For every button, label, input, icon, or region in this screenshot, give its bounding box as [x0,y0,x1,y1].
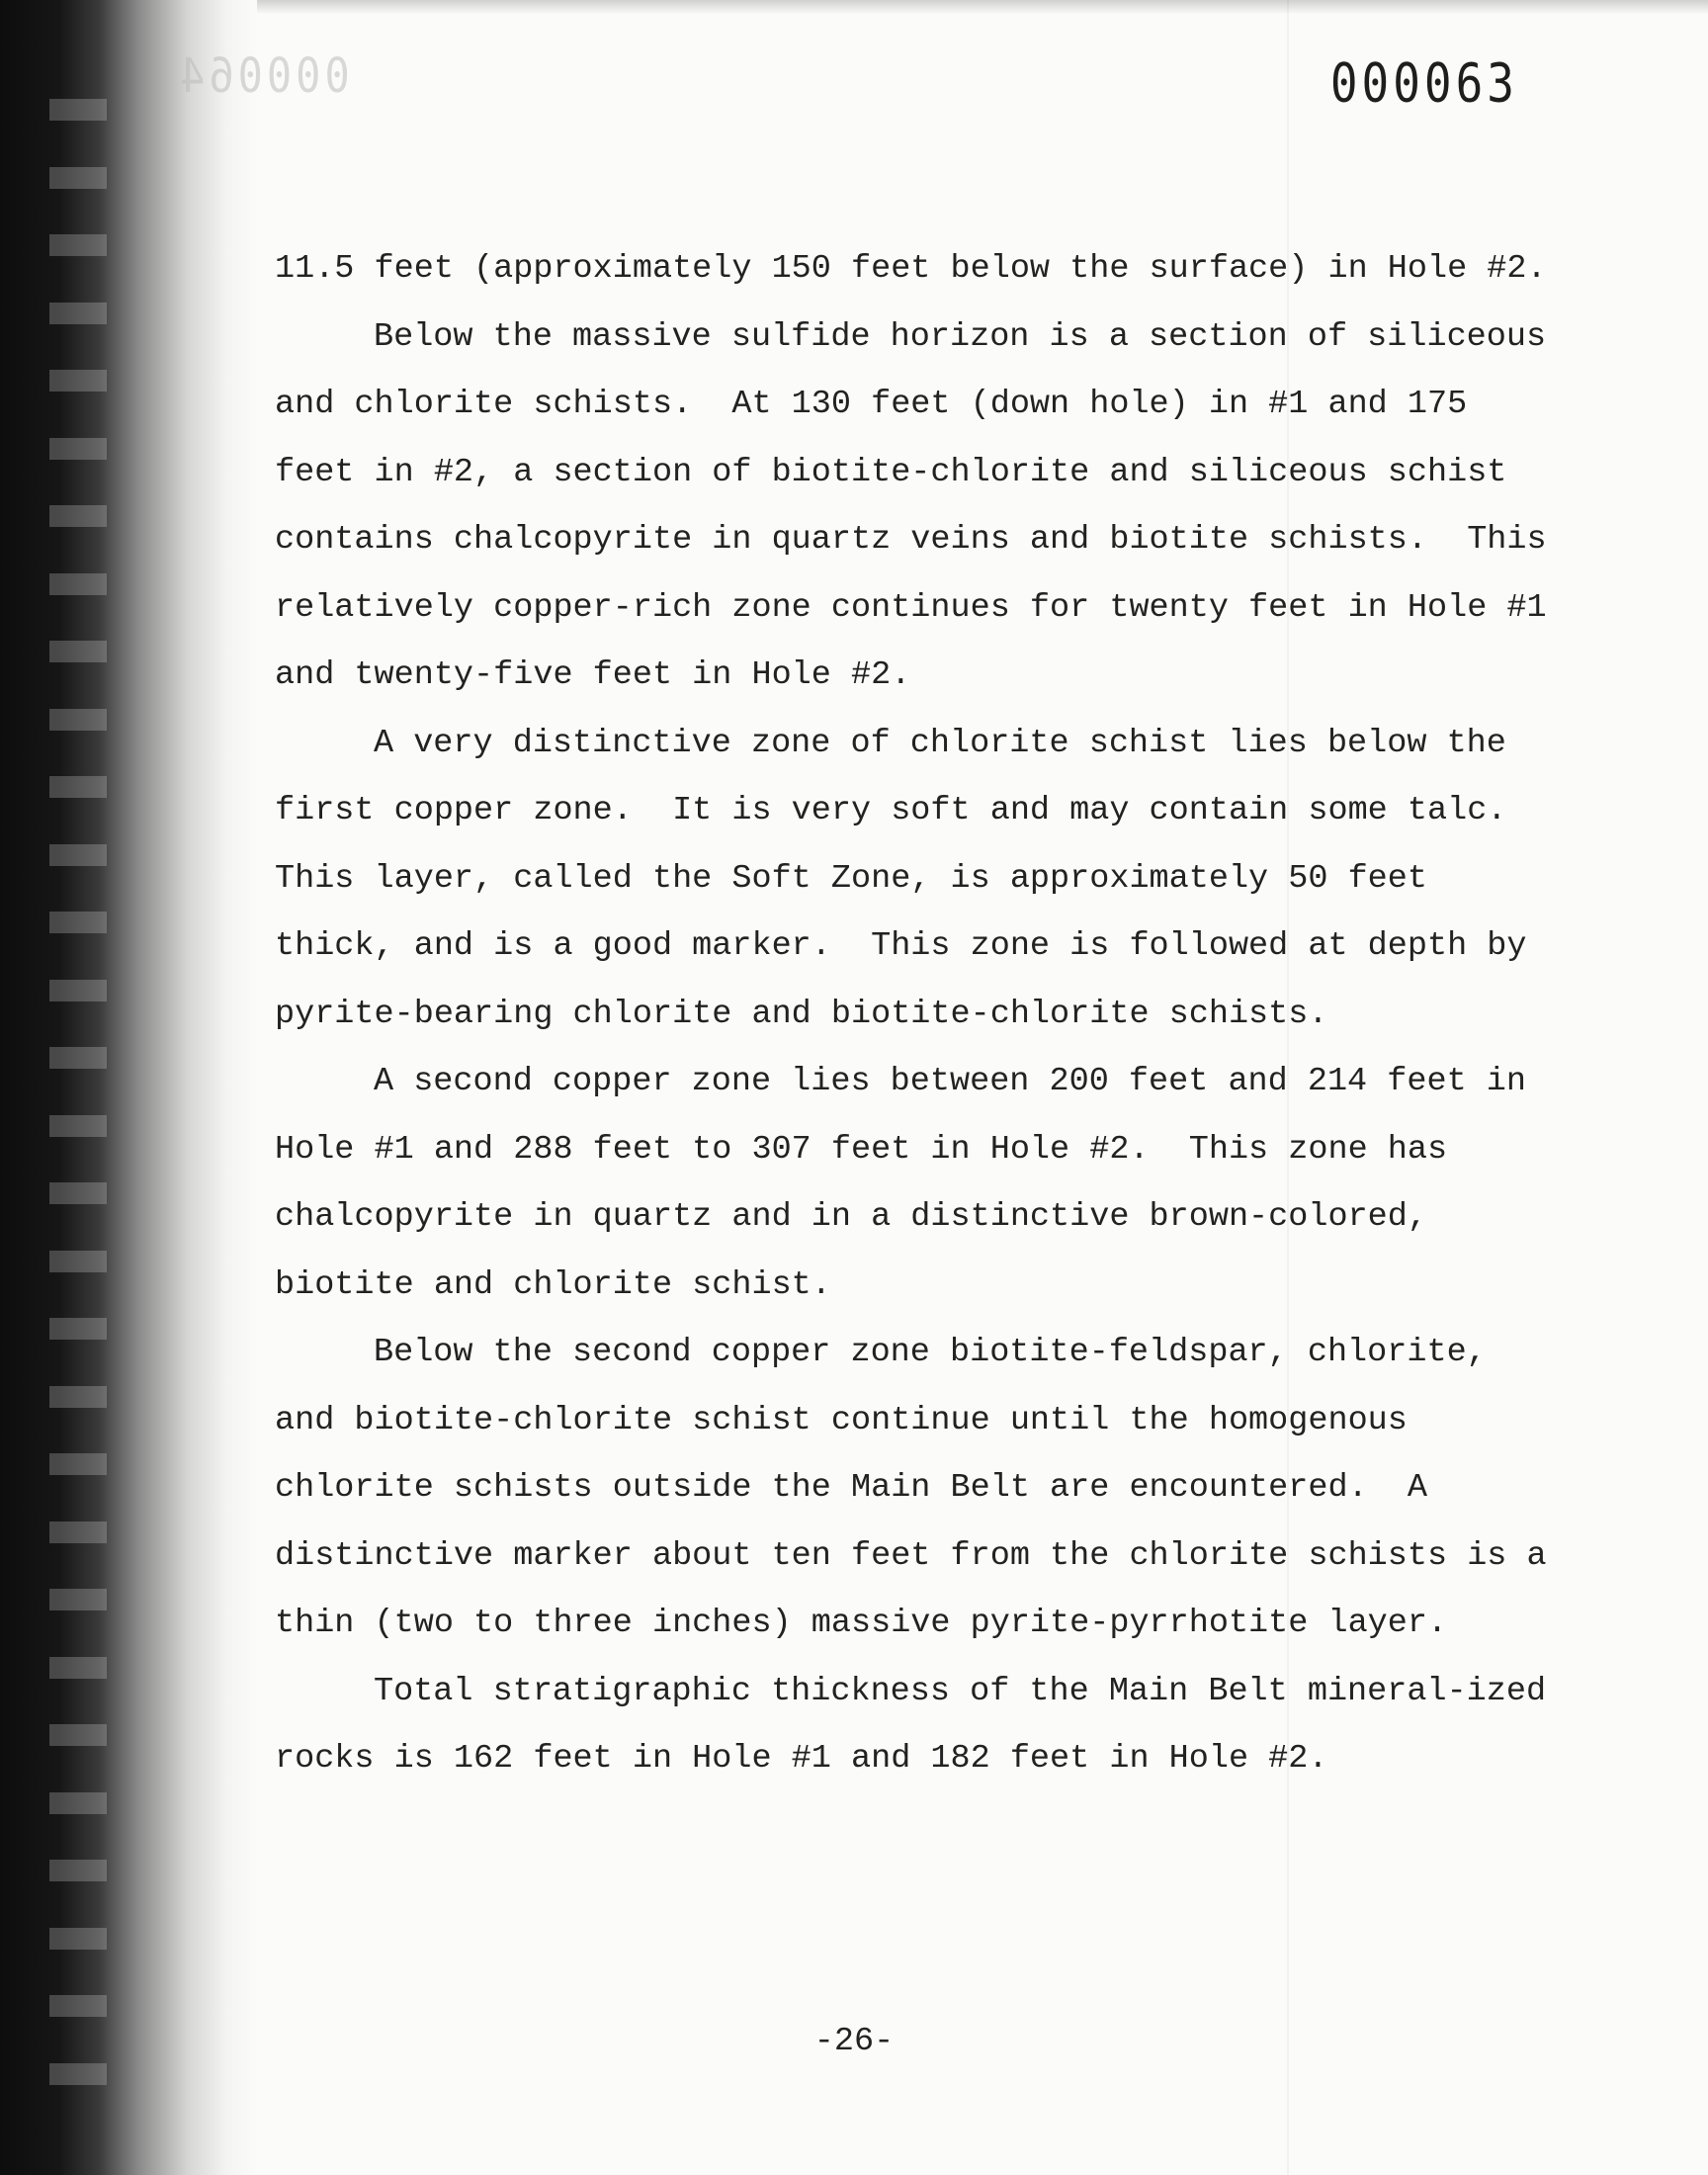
paragraph-6: Total stratigraphic thickness of the Main Belt mineral-ized rocks is 162 feet in Hole #1 and 182 feet in Hole #2. [275,1672,1567,1778]
binding-tooth [49,912,107,933]
binding-tooth [49,234,107,256]
binding-tooth [49,99,107,121]
binding-tooth [49,438,107,460]
binding-tooth [49,1792,107,1814]
binding-tooth [49,1589,107,1610]
binding-tooth [49,709,107,731]
binding-comb [49,99,109,2135]
binding-tooth [49,573,107,595]
binding-tooth [49,303,107,324]
binding-tooth [49,1860,107,1881]
binding-tooth [49,1657,107,1679]
paragraph-4: A second copper zone lies between 200 feet and 214 feet in Hole #1 and 288 feet to 307 feet in Hole #2. This zone has chalcopyrite in quartz and in a distinctive brown-colored, biotite and chlorite schist. [275,1063,1547,1304]
binding-tooth [49,1724,107,1746]
binding-tooth [49,1251,107,1272]
binding-tooth [49,1115,107,1137]
binding-tooth [49,1318,107,1340]
paragraph-2: Below the massive sulfide horizon is a section of siliceous and chlorite schists. At 130 feet (down hole) in #1 and 175 feet in #2, a section of biotite-chlorite and siliceous schist contains chalcopyrite in quartz veins and biotite schists. This relatively copper-rich zone continues for twenty feet in Hole #1 and twenty-five feet in Hole #2. [275,317,1567,694]
binding-tooth [49,1522,107,1543]
binding-tooth [49,641,107,662]
bleed-through-number: 000064 [176,47,350,104]
binding-tooth [49,167,107,189]
binding-tooth [49,1047,107,1069]
binding-tooth [49,1995,107,2017]
binding-tooth [49,1386,107,1408]
binding-tooth [49,370,107,392]
binding-tooth [49,505,107,527]
paragraph-1: 11.5 feet (approximately 150 feet below the surface) in Hole #2. [275,250,1547,288]
page-number: -26- [813,2023,895,2060]
document-number-stamp: 000063 [1329,51,1518,115]
binding-tooth [49,844,107,866]
binding-tooth [49,1453,107,1475]
paragraph-3: A very distinctive zone of chlorite schist lies below the first copper zone. It is very soft and may contain some talc. This layer, called the Soft Zone, is approximately 50 feet thick, and is a good marker. This zone is followed at depth by pyrite-bearing chlorite and biotite-chlorite schists. [275,724,1547,1033]
body-text [275,235,1567,1793]
paragraph-5: Below the second copper zone biotite-feldspar, chlorite, and biotite-chlorite schist continue until the homogenous chlorite schists outside the Main Belt are encountered. A distinctive marker about ten feet from the chlorite schists is a thin (two to three inches) massive pyrite-pyrrhotite layer. [275,1334,1567,1642]
binding-tooth [49,776,107,798]
binding-tooth [49,2063,107,2085]
binding-tooth [49,1928,107,1950]
binding-tooth [49,980,107,1001]
binding-strip [0,0,257,2175]
binding-tooth [49,1182,107,1204]
